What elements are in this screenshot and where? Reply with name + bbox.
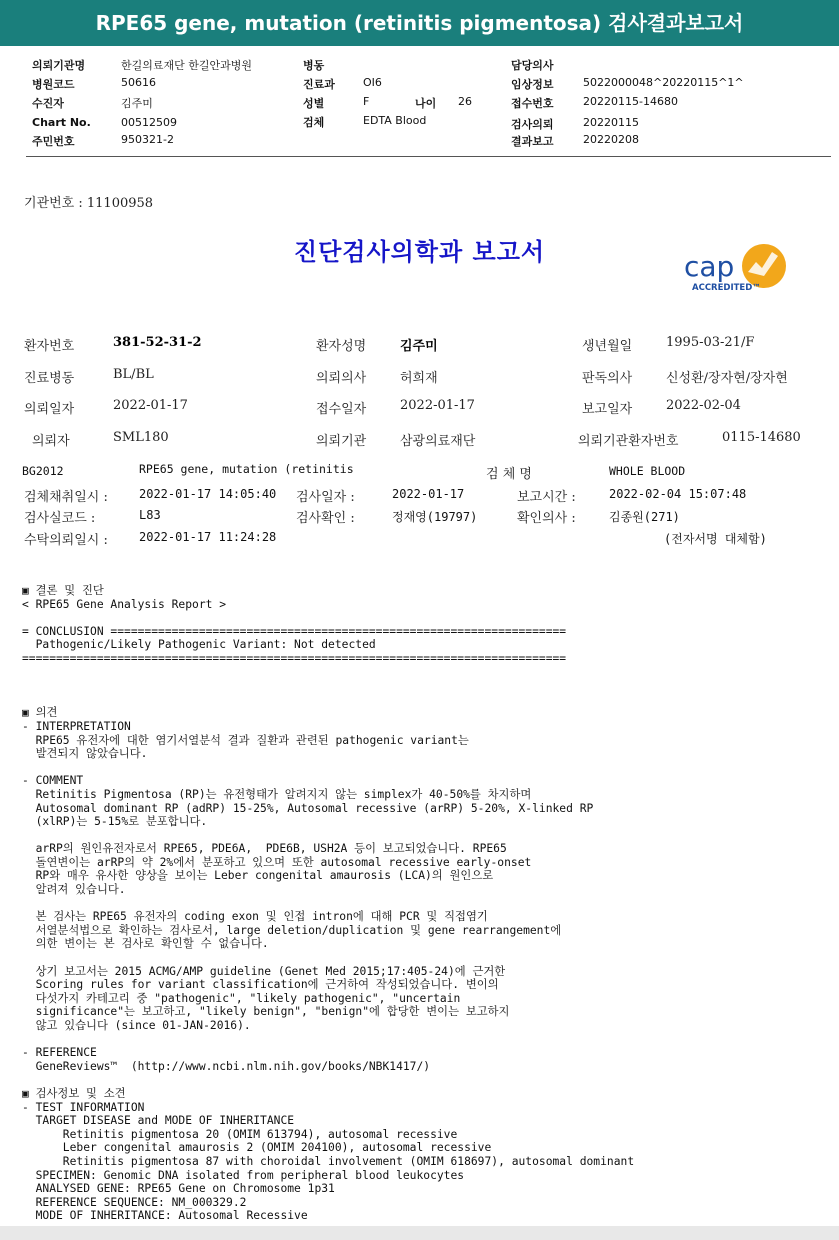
report-line: - TEST INFORMATION: [22, 1100, 145, 1114]
hdr-value-request-date: 20220115: [583, 116, 639, 129]
confirm-doctor-label: 확인의사 :: [517, 511, 576, 526]
hdr-value-receipt-no: 20220115-14680: [583, 95, 678, 108]
hdr-value-report-date: 20220208: [583, 133, 639, 146]
hdr-label-dept: 진료과: [303, 78, 335, 91]
report-line: [22, 1073, 832, 1087]
report-line: RPE65 유전자에 대한 염기서열분석 결과 질환과 관련된 pathogenic variant는: [22, 733, 469, 747]
specimen-name-value: WHOLE BLOOD: [609, 464, 686, 478]
pt-value-reading-doctor: 신성환/장자현/장자현: [666, 371, 788, 386]
report-line: [22, 693, 832, 707]
report-line: 돌연변이는 arRP의 약 2%에서 분포하고 있으며 또한 autosomal recessive early-onset: [22, 855, 532, 869]
pt-value-patient-no: 381-52-31-2: [113, 335, 202, 350]
test-name: RPE65 gene, mutation (retinitis: [139, 462, 354, 476]
cap-logo-subtext: ACCREDITED™: [692, 283, 761, 293]
specimen-name-label: 검 체 명: [486, 467, 532, 482]
page-bottom-band: [0, 1226, 839, 1240]
report-line: [22, 611, 832, 625]
report-title-bar: [0, 0, 839, 46]
report-line: [22, 897, 832, 911]
pt-label-birth: 생년월일: [582, 339, 633, 354]
report-line: ▣ 검사정보 및 소견: [22, 1086, 126, 1100]
hdr-value-hospital-code: 50616: [121, 76, 156, 89]
hdr-label-request-date: 검사의뢰: [511, 118, 554, 131]
test-date-value: 2022-01-17: [392, 487, 465, 501]
pt-label-request-date: 의뢰일자: [24, 402, 75, 417]
report-line: = CONCLUSION ===================================================================: [22, 624, 567, 638]
report-line: SPECIMEN: Genomic DNA isolated from peripheral blood leukocytes: [22, 1168, 465, 1182]
report-line: 다섯가지 카테고리 중 "pathogenic", "likely pathogenic", "uncertain: [22, 991, 461, 1005]
hdr-value-hospital: 한길의료재단 한길안과병원: [121, 59, 253, 72]
pt-value-req-doctor: 허희재: [400, 371, 438, 386]
report-line: Retinitis pigmentosa 20 (OMIM 613794), autosomal recessive: [22, 1127, 458, 1141]
pt-value-report-date: 2022-02-04: [666, 398, 741, 413]
pt-label-patient-no: 환자번호: [24, 339, 75, 354]
report-line: significance"는 보고하고, "likely benign", "benign"에 합당한 변이는 보고하지: [22, 1005, 510, 1019]
header-divider: [26, 156, 831, 157]
report-line: 서열분석법으로 확인하는 검사로서, large deletion/duplication 및 gene rearrangement에: [22, 923, 562, 937]
pt-value-birth: 1995-03-21/F: [666, 335, 755, 350]
report-line: GeneReviews™ (http://www.ncbi.nlm.nih.gov/books/NBK1417/): [22, 1059, 431, 1073]
hdr-value-chart: 00512509: [121, 116, 177, 129]
received-value: 2022-01-17 11:24:28: [139, 530, 277, 544]
report-line: ▣ 의견: [22, 706, 58, 720]
report-line: [22, 829, 832, 843]
hdr-value-sex: F: [363, 95, 370, 108]
hdr-label-receipt-no: 접수번호: [511, 97, 554, 110]
cap-logo-graphic: [676, 236, 804, 302]
report-line: Autosomal dominant RP (adRP) 15-25%, Autosomal recessive (arRP) 5-20%, X-linked RP: [22, 801, 594, 815]
test-confirm-label: 검사확인 :: [296, 511, 355, 526]
pt-value-req-institution: 삼광의료재단: [400, 434, 476, 449]
pt-label-receipt-date: 접수일자: [316, 402, 367, 417]
pt-label-req-institution: 의뢰기관: [316, 434, 367, 449]
report-line: - COMMENT: [22, 774, 84, 788]
hdr-label-chart: Chart No.: [32, 116, 91, 129]
report-line: ▣ 결론 및 진단: [22, 584, 104, 597]
hdr-label-sex: 성별: [303, 97, 325, 110]
hdr-value-patient: 김주미: [121, 97, 153, 110]
report-time-label: 보고시간 :: [517, 490, 576, 505]
pt-label-report-date: 보고일자: [582, 402, 633, 417]
hdr-label-specimen: 검체: [303, 116, 325, 129]
pt-label-ward: 진료병동: [24, 371, 75, 386]
hdr-label-hospital-code: 병원코드: [32, 78, 75, 91]
report-line: [22, 679, 832, 693]
pt-label-requester: 의뢰자: [32, 434, 70, 449]
hdr-value-dept: OI6: [363, 76, 382, 89]
confirm-doctor-value: 김종원(271): [609, 510, 680, 524]
report-line: (xlRP)는 5-15%로 분포합니다.: [22, 815, 208, 829]
pt-value-request-date: 2022-01-17: [113, 398, 188, 413]
report-line: Pathogenic/Likely Pathogenic Variant: Not detected: [22, 638, 376, 652]
hdr-label-report-date: 결과보고: [511, 135, 554, 148]
report-line: [22, 1033, 832, 1047]
report-time-value: 2022-02-04 15:07:48: [609, 487, 747, 501]
report-line: Retinitis Pigmentosa (RP)는 유전형태가 알려지지 않는 simplex가 40-50%를 차지하며: [22, 787, 532, 801]
report-line: Retinitis pigmentosa 87 with choroidal involvement (OMIM 618697), autosomal dominant: [22, 1154, 635, 1168]
report-line: MODE OF INHERITANCE: Autosomal Recessive: [22, 1209, 308, 1223]
report-line: 발견되지 않았습니다.: [22, 747, 148, 761]
report-line: [22, 761, 832, 775]
report-line: < RPE65 Gene Analysis Report >: [22, 597, 227, 611]
test-date-label: 검사일자 :: [296, 490, 355, 505]
report-line: 본 검사는 RPE65 유전자의 coding exon 및 인접 intron에 대해 PCR 및 직접염기: [22, 910, 488, 924]
hdr-value-clinical-info: 5022000048^20220115^1^: [583, 76, 744, 89]
pt-value-name: 김주미: [400, 339, 438, 354]
pt-label-name: 환자성명: [316, 339, 367, 354]
collect-label: 검체채취일시 :: [24, 490, 108, 505]
received-label: 수탁의뢰일시 :: [24, 533, 108, 548]
pt-label-inst-patient-no: 의뢰기관환자번호: [578, 434, 679, 449]
report-line: RP와 매우 유사한 양상을 보이는 Leber congenital amaurosis (LCA)의 원인으로: [22, 869, 494, 883]
hdr-value-age: 26: [458, 95, 472, 108]
report-line: ANALYSED GENE: RPE65 Gene on Chromosome 1p31: [22, 1182, 335, 1196]
report-line: [22, 666, 832, 680]
report-line: Scoring rules for variant classification에 근거하여 작성되었습니다. 변이의: [22, 978, 499, 992]
hdr-label-ward: 병동: [303, 59, 325, 72]
report-line: 알려져 있습니다.: [22, 883, 126, 897]
report-main-title: RPE65 gene, mutation (retinitis pigmentosa) 검사결과보고서: [95, 11, 744, 35]
report-body: [22, 584, 832, 1223]
report-line: REFERENCE SEQUENCE: NM_000329.2: [22, 1195, 247, 1209]
pt-label-reading-doctor: 판독의사: [582, 371, 633, 386]
report-title: 진단검사의학과 보고서: [293, 237, 546, 266]
institution-number: 기관번호 : 11100958: [24, 196, 154, 211]
collect-value: 2022-01-17 14:05:40: [139, 487, 277, 501]
pt-value-inst-patient-no: 0115-14680: [722, 430, 801, 445]
pt-value-ward: BL/BL: [113, 367, 154, 382]
report-line: 의한 변이는 본 검사로 확인할 수 없습니다.: [22, 937, 269, 951]
report-line: - INTERPRETATION: [22, 719, 131, 733]
hdr-label-clinical-info: 임상정보: [511, 78, 554, 91]
report-line: [22, 951, 832, 965]
pt-value-requester: SML180: [113, 430, 169, 445]
hdr-label-hospital: 의뢰기관명: [32, 59, 86, 72]
report-line: ================================================================================: [22, 651, 567, 665]
hdr-label-resident-no: 주민번호: [32, 135, 75, 148]
hdr-value-specimen: EDTA Blood: [363, 114, 427, 127]
report-line: - REFERENCE: [22, 1046, 97, 1060]
report-line: arRP의 원인유전자로서 RPE65, PDE6A, PDE6B, USH2A 등이 보고되었습니다. RPE65: [22, 842, 507, 856]
hdr-label-age: 나이: [415, 97, 437, 110]
report-line: 않고 있습니다 (since 01-JAN-2016).: [22, 1019, 251, 1032]
lab-code-value: L83: [139, 508, 161, 522]
cap-accredited-logo: [676, 236, 804, 302]
lab-code-label: 검사실코드 :: [24, 511, 96, 526]
hdr-value-resident-no: 950321-2: [121, 133, 174, 146]
hdr-label-doctor: 담당의사: [511, 59, 554, 72]
e-signature-note: (전자서명 대체함): [664, 532, 767, 546]
cap-logo-text: cap: [684, 250, 735, 283]
test-confirm-value: 정재영(19797): [392, 510, 478, 524]
report-line: Leber congenital amaurosis 2 (OMIM 204100), autosomal recessive: [22, 1141, 492, 1155]
report-line: 상기 보고서는 2015 ACMG/AMP guideline (Genet Med 2015;17:405-24)에 근거한: [22, 964, 506, 978]
test-code: BG2012: [22, 464, 64, 478]
report-line: TARGET DISEASE and MODE OF INHERITANCE: [22, 1114, 295, 1128]
pt-value-receipt-date: 2022-01-17: [400, 398, 475, 413]
pt-label-req-doctor: 의뢰의사: [316, 371, 367, 386]
hdr-label-patient: 수진자: [32, 97, 64, 110]
